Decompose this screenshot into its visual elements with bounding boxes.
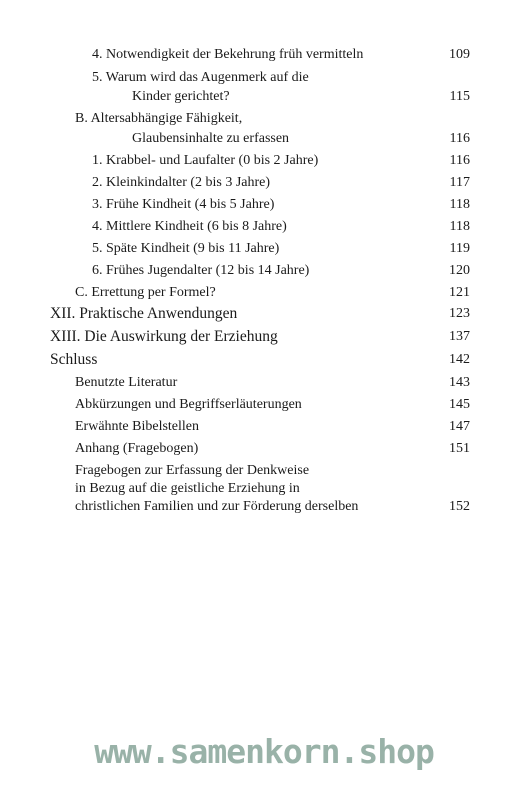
toc-entry-text: 2. Kleinkindalter (2 bis 3 Jahre) — [92, 175, 271, 190]
toc-entry-text: Anhang (Fragebogen) — [75, 441, 199, 456]
toc-entry-text: 4. Mittlere Kindheit (6 bis 8 Jahre) — [92, 219, 287, 234]
toc-entry-page: 143 — [449, 375, 470, 390]
toc-entry-text: Benutzte Literatur — [75, 375, 178, 390]
toc-entry-text: 3. Frühe Kindheit (4 bis 5 Jahre) — [92, 197, 275, 212]
toc-entry-page: 118 — [449, 197, 470, 212]
toc-entry-page: 142 — [449, 352, 470, 367]
toc-entry-page: 137 — [449, 329, 470, 344]
toc-entry-page: 118 — [449, 219, 470, 234]
toc-entry-text: XIII. Die Auswirkung der Erziehung — [50, 328, 278, 345]
toc-entry-page: 115 — [449, 89, 470, 104]
toc-entry-page: 145 — [449, 397, 470, 412]
toc-entry-page: 147 — [449, 419, 470, 434]
toc-entry-text: C. Errettung per Formel? — [75, 285, 216, 300]
toc-entry-text: XII. Praktische Anwendungen — [50, 305, 238, 322]
toc-entry-text: Kinder gerichtet? — [132, 89, 230, 104]
toc-entry-text: Abkürzungen und Begriffserläuterungen — [75, 397, 302, 412]
toc-entry-page: 116 — [449, 131, 470, 146]
toc-entry-text: 4. Notwendigkeit der Bekehrung früh vermitteln — [92, 47, 364, 62]
toc-entry-text: 1. Krabbel- und Laufalter (0 bis 2 Jahre) — [92, 153, 319, 168]
toc-entry-text: christlichen Familien und zur Förderung derselben — [75, 499, 359, 514]
toc-entry-page: 119 — [449, 241, 470, 256]
toc-entry-text: 5. Warum wird das Augenmerk auf die — [92, 70, 309, 85]
toc-entry-page: 121 — [449, 285, 470, 300]
toc-entry-text: Glaubensinhalte zu erfassen — [132, 131, 290, 146]
toc-entry-page: 152 — [449, 499, 470, 514]
toc-entry-text: in Bezug auf die geistliche Erziehung in — [75, 481, 300, 496]
toc-entry-page: 117 — [449, 175, 470, 190]
toc-entry-text: Fragebogen zur Erfassung der Denkweise — [75, 463, 310, 478]
toc-entry-page: 123 — [449, 306, 470, 321]
toc-entry-text: 6. Frühes Jugendalter (12 bis 14 Jahre) — [92, 263, 310, 278]
toc-entry-page: 109 — [449, 47, 470, 62]
toc-entry-page: 120 — [449, 263, 470, 278]
toc-entry-text: 5. Späte Kindheit (9 bis 11 Jahre) — [92, 241, 280, 256]
toc-entry-page: 116 — [449, 153, 470, 168]
watermark: www.samenkorn.shop — [94, 732, 434, 771]
toc-entry-text: Erwähnte Bibelstellen — [75, 419, 200, 434]
toc-entry-text: Schluss — [50, 351, 98, 368]
toc-entry-text: B. Altersabhängige Fähigkeit, — [75, 111, 243, 126]
toc-entry-page: 151 — [449, 441, 470, 456]
